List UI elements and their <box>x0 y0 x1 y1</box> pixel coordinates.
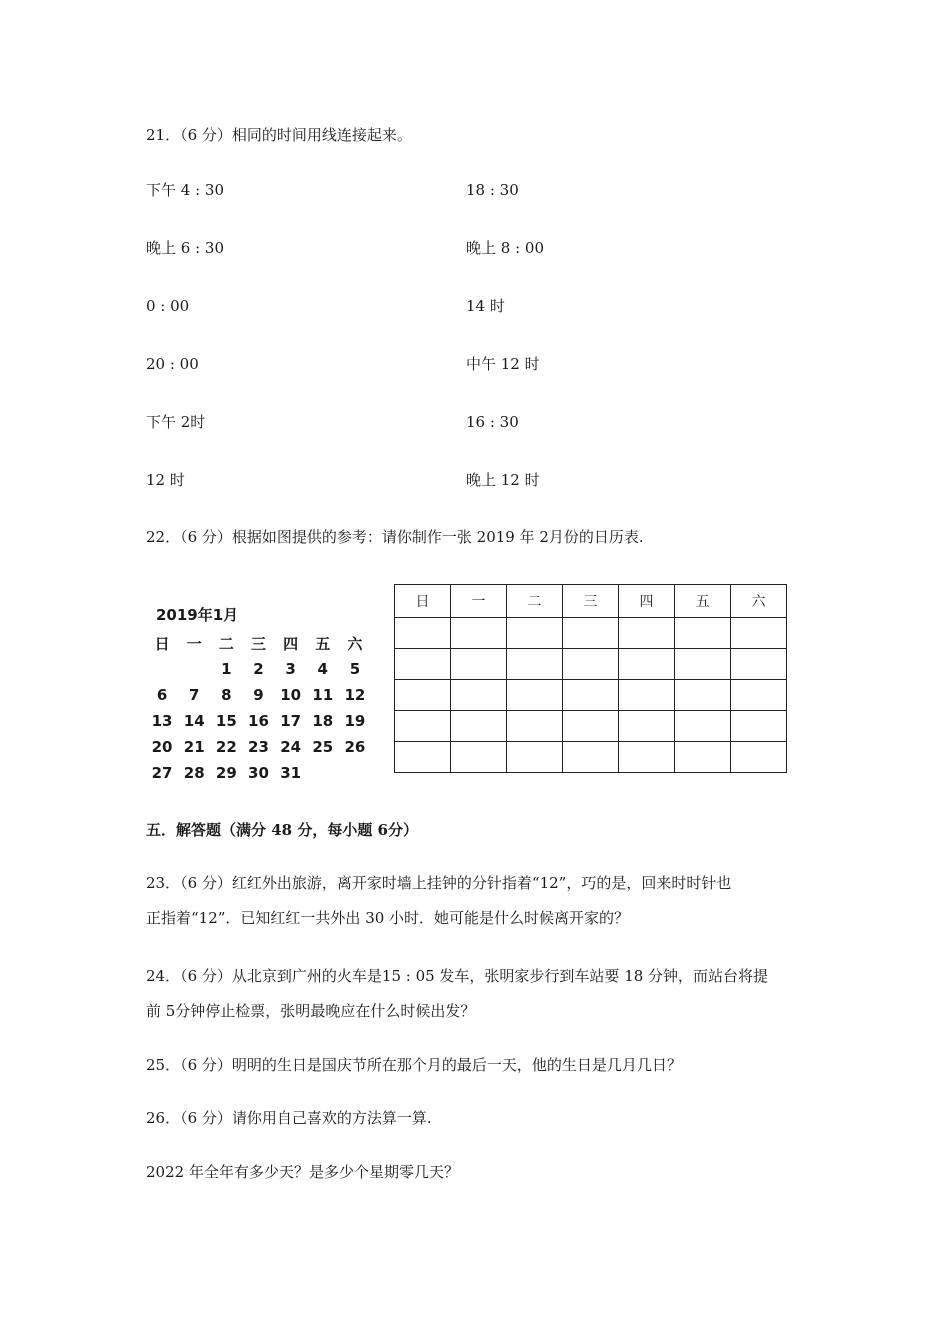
jan-day: 10 <box>280 686 302 704</box>
feb-day-cell[interactable] <box>619 649 675 680</box>
jan-weekday: 一 <box>186 634 202 653</box>
january-week-row <box>146 682 371 708</box>
feb-day-cell[interactable] <box>619 711 675 742</box>
feb-day-cell[interactable] <box>507 649 563 680</box>
feb-day-cell[interactable] <box>451 742 507 773</box>
feb-day-cell[interactable] <box>507 680 563 711</box>
jan-day: 14 <box>183 712 205 730</box>
q24-line-2: 前 5分钟停止检票，张明最晚应在什么时候出发？ <box>146 1002 476 1020</box>
q21-right-1[interactable]: 18 : 30 <box>466 181 519 199</box>
january-calendar-grid <box>146 630 371 786</box>
q22-title: 22．（6 分）根据如图提供的参考：请你制作一张 2019 年 2月份的日历表. <box>146 528 644 546</box>
february-week-row <box>395 680 787 711</box>
january-week-row <box>146 656 371 682</box>
section-5-title: 五．解答题（满分 48 分，每小题 6分） <box>146 821 418 839</box>
january-weekday-row <box>146 630 371 656</box>
q21-title: 21．（6 分）相同的时间用线连接起来。 <box>146 126 412 144</box>
q21-left-5[interactable]: 下午 2时 <box>146 413 206 431</box>
jan-weekday: 三 <box>250 634 266 653</box>
q21-right-4[interactable]: 中午 12 时 <box>466 355 540 373</box>
january-calendar <box>146 600 371 785</box>
february-week-row <box>395 742 787 773</box>
jan-day: 3 <box>285 660 296 678</box>
q26-line-1: 26．（6 分）请你用自己喜欢的方法算一算. <box>146 1109 432 1127</box>
feb-day-cell[interactable] <box>675 618 731 649</box>
february-week-row <box>395 711 787 742</box>
jan-day: 13 <box>151 712 173 730</box>
january-week-row <box>146 708 371 734</box>
jan-day: 1 <box>221 660 232 678</box>
jan-day: 27 <box>151 764 173 782</box>
q21-left-3[interactable]: 0 : 00 <box>146 297 190 315</box>
jan-day: 18 <box>312 712 334 730</box>
feb-weekday-header: 一 <box>451 585 507 618</box>
feb-day-cell[interactable] <box>451 711 507 742</box>
q21-right-5[interactable]: 16 : 30 <box>466 413 519 431</box>
january-week-row <box>146 760 371 786</box>
q21-right-3[interactable]: 14 时 <box>466 297 505 315</box>
feb-weekday-header: 三 <box>563 585 619 618</box>
q23-line-1: 23．（6 分）红红外出旅游，离开家时墙上挂钟的分针指着“12”，巧的是，回来时时针也 <box>146 874 732 892</box>
feb-day-cell[interactable] <box>731 742 787 773</box>
feb-day-cell[interactable] <box>563 649 619 680</box>
jan-day: 6 <box>156 686 168 704</box>
feb-day-cell[interactable] <box>451 649 507 680</box>
q26-line-2: 2022 年全年有多少天？是多少个星期零几天？ <box>146 1163 459 1181</box>
feb-day-cell[interactable] <box>675 680 731 711</box>
jan-day: 2 <box>253 660 264 678</box>
feb-day-cell[interactable] <box>507 742 563 773</box>
jan-day: 29 <box>215 764 237 782</box>
feb-day-cell[interactable] <box>563 618 619 649</box>
feb-day-cell[interactable] <box>731 649 787 680</box>
jan-day: 16 <box>248 712 269 730</box>
jan-day: 26 <box>344 738 366 756</box>
q21-left-1[interactable]: 下午 4 : 30 <box>146 181 224 199</box>
jan-day: 8 <box>221 686 232 704</box>
jan-day: 25 <box>312 738 334 756</box>
feb-day-cell[interactable] <box>395 742 451 773</box>
q21-right-2[interactable]: 晚上 8 : 00 <box>466 239 544 257</box>
feb-day-cell[interactable] <box>731 618 787 649</box>
q21-left-2[interactable]: 晚上 6 : 30 <box>146 239 224 257</box>
q24-line-1: 24．（6 分）从北京到广州的火车是15 : 05 发车，张明家步行到车站要 18 分钟，而站台将提 <box>146 967 769 985</box>
feb-day-cell[interactable] <box>563 680 619 711</box>
feb-day-cell[interactable] <box>507 618 563 649</box>
feb-weekday-header: 六 <box>731 585 787 618</box>
jan-day: 11 <box>312 686 334 704</box>
feb-day-cell[interactable] <box>675 649 731 680</box>
feb-day-cell[interactable] <box>451 680 507 711</box>
q21-right-6[interactable]: 晚上 12 时 <box>466 471 540 489</box>
jan-day: 24 <box>280 738 302 756</box>
february-week-row <box>395 618 787 649</box>
january-week-row <box>146 734 371 760</box>
jan-day: 31 <box>280 764 302 782</box>
feb-weekday-header: 五 <box>675 585 731 618</box>
feb-day-cell[interactable] <box>619 742 675 773</box>
jan-day: 21 <box>183 738 205 756</box>
feb-day-cell[interactable] <box>507 711 563 742</box>
jan-weekday: 六 <box>347 634 363 653</box>
feb-day-cell[interactable] <box>731 711 787 742</box>
jan-day: 23 <box>248 738 269 756</box>
feb-day-cell[interactable] <box>619 680 675 711</box>
jan-weekday: 日 <box>154 634 170 653</box>
jan-day: 15 <box>215 712 237 730</box>
q21-left-4[interactable]: 20 : 00 <box>146 355 199 373</box>
q23-line-2: 正指着“12”．已知红红一共外出 30 小时．她可能是什么时候离开家的？ <box>146 909 630 927</box>
jan-day: 5 <box>349 660 361 678</box>
feb-day-cell[interactable] <box>395 711 451 742</box>
january-calendar-title: 2019年1月 <box>156 606 239 624</box>
jan-day: 30 <box>248 764 269 782</box>
jan-weekday: 五 <box>315 634 331 653</box>
jan-weekday: 二 <box>218 634 234 653</box>
feb-day-cell[interactable] <box>395 649 451 680</box>
q25-line-1: 25．（6 分）明明的生日是国庆节所在那个月的最后一天，他的生日是几月几日？ <box>146 1056 682 1074</box>
feb-weekday-header: 日 <box>395 585 451 618</box>
jan-day: 9 <box>253 686 264 704</box>
feb-day-cell[interactable] <box>563 711 619 742</box>
feb-day-cell[interactable] <box>675 742 731 773</box>
feb-day-cell[interactable] <box>395 618 451 649</box>
jan-day: 17 <box>280 712 302 730</box>
jan-day: 12 <box>344 686 366 704</box>
jan-day: 19 <box>344 712 366 730</box>
q21-left-6[interactable]: 12 时 <box>146 471 185 489</box>
feb-day-cell[interactable] <box>731 680 787 711</box>
jan-day: 4 <box>317 660 328 678</box>
feb-day-cell[interactable] <box>563 742 619 773</box>
feb-day-cell[interactable] <box>395 680 451 711</box>
jan-day: 20 <box>151 738 173 756</box>
february-week-row <box>395 649 787 680</box>
feb-weekday-header: 四 <box>619 585 675 618</box>
jan-weekday: 四 <box>283 634 299 653</box>
feb-day-cell[interactable] <box>619 618 675 649</box>
feb-weekday-header: 二 <box>507 585 563 618</box>
february-weekday-row <box>395 585 787 618</box>
jan-day: 22 <box>215 738 237 756</box>
feb-day-cell[interactable] <box>451 618 507 649</box>
jan-day: 28 <box>183 764 205 782</box>
feb-day-cell[interactable] <box>675 711 731 742</box>
february-calendar-table <box>394 584 787 773</box>
jan-day: 7 <box>188 686 200 704</box>
